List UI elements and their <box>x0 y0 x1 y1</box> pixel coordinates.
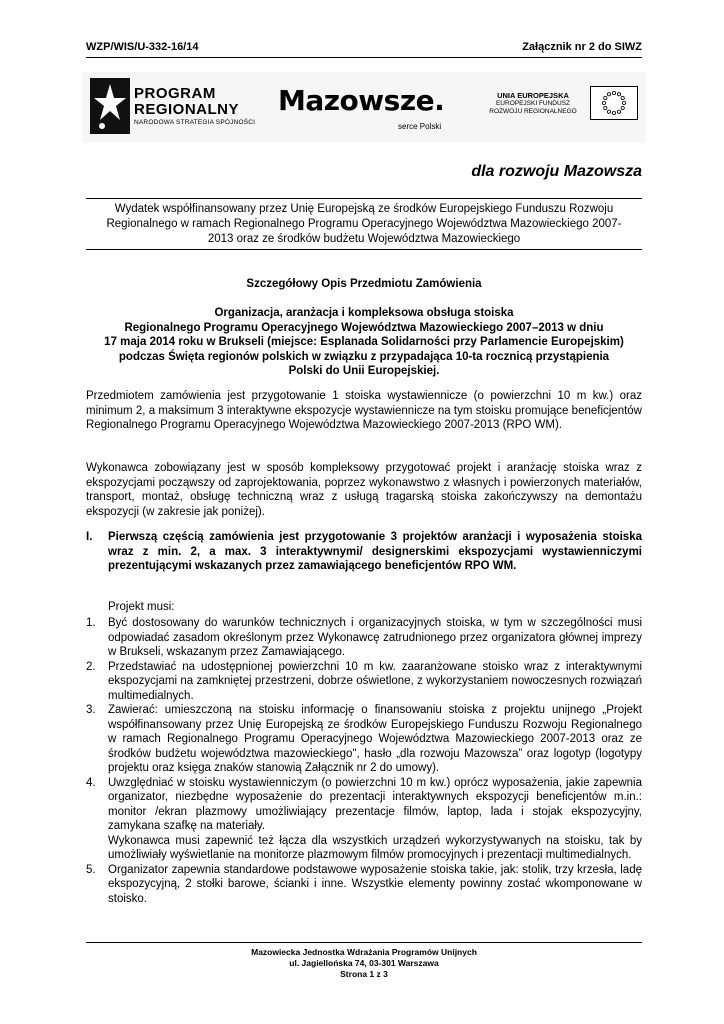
section-text: Pierwszą częścią zamówienia jest przygotowanie 3 projektów aranżacji i wyposażenia stoiska wraz z min. 2, a max. 3 interaktywnymi/ designerskimi ekspozycjami wystawienniczymi prezentującymi wskazanych przez zamawiającego beneficjentów RPO WM. <box>108 531 642 572</box>
item-text: Być dostosowany do warunków technicznych i organizacyjnych stoiska, w tym w szczególności musi odpowiadać zasadom określonym przez Wykonawcę zatrudnionego przez organizatora głównej imprezy w Brukseli, wskazanym przez Zamawiającego. <box>108 617 642 658</box>
subject-line: Polski do Unii Europejskiej. <box>288 365 440 377</box>
list-item <box>86 776 642 863</box>
footer-address: ul. Jagiellońska 74, 03-301 Warszawa <box>289 958 439 968</box>
item-number: 5. <box>86 863 96 876</box>
item-number: 4. <box>86 776 96 789</box>
eu-line3: ROZWOJU REGIONALNEGO <box>489 108 577 115</box>
eu-logo-text <box>482 92 584 116</box>
attachment-label: Załącznik nr 2 do SIWZ <box>522 41 642 53</box>
list-item <box>86 703 642 776</box>
cofinancing-line: Wydatek współfinansowany przez Unię Europejską ze środków Europejskiego Funduszu Rozwoju <box>114 203 614 215</box>
project-must-label: Projekt musi: <box>108 601 175 613</box>
eu-line2: EUROPEJSKI FUNDUSZ <box>495 100 571 107</box>
item-number: 2. <box>86 660 96 673</box>
paragraph-subject: Przedmiotem zamówienia jest przygotowanie 1 stoiska wystawiennicze (o powierzchni 10 m kw.) oraz minimum 2, a maksimum 3 interaktywne ekspozycje wystawiennicze na tym stoisku promujące beneficjentów Regionalnego Programu Operacyjnego Województwa Mazowieckiego 2007-2013 (RPO WM). <box>86 390 642 431</box>
program-regionalny-logo <box>134 86 255 127</box>
logo-bar <box>82 72 646 142</box>
item-number: 3. <box>86 704 96 716</box>
list-item <box>86 863 642 907</box>
item-text: Zawierać: umieszczoną na stoisku informację o finansowaniu stoiska z projektu unijnego „Projekt współfinansowany przez Unię Europejską ze środków Europejskiego Funduszu Rozwoju Regionalnego w ramach Regionalnego Programu Operacyjnego Województwa Mazowieckiego 2007-2013 oraz ze środków budżetu województwa mazowieckiego", hasło „dla rozwoju Mazowsza” oraz logotyp (logotypy projektu oraz księga znaków stanowią Załącznik nr 2 do umowy). <box>108 704 642 774</box>
program-line2: REGIONALNY <box>134 101 240 118</box>
footer-org: Mazowiecka Jednostka Wdrażania Programów Unijnych <box>251 947 477 957</box>
item-text: Przedstawiać na udostępnionej powierzchni 10 m kw. zaaranżowane stoisko wraz z interaktywnymi ekspozycjami na zamkniętej przestrzeni, dobrze oświetlone, z wykorzystaniem nowoczesnych rozwiązań multimedialnych. <box>108 660 642 702</box>
cofinancing-notice <box>86 198 642 250</box>
cofinancing-line: 2013 oraz ze środków budżetu Województwa Mazowieckiego <box>207 233 521 245</box>
section-number: I. <box>86 531 93 543</box>
list-item <box>86 616 642 660</box>
page-header <box>86 41 642 58</box>
requirements-list <box>86 616 642 906</box>
cofinancing-line: Regionalnego w ramach Regionalnego Programu Operacyjnego Województwa Mazowieckiego 2007- <box>106 218 622 230</box>
eu-line1: UNIA EUROPEJSKA <box>497 91 569 100</box>
item-extra-text: Wykonawca musi zapewnić też łącza dla wszystkich urządzeń wykorzystywanych na stoisku, tak by umożliwiały wyświetlanie na monitorze plazmowym filmów promocyjnych i prezentacji multimedialnych. <box>108 834 642 861</box>
item-text: Organizator zapewnia standardowe podstawowe wyposażenie stoiska takie, jak: stolik, trzy krzesła, ladę ekspozycyjną, 2 stołki barowe, ścianki i inne. Wszystkie elementy powinny zostać wkomponowane w stoisko. <box>108 863 642 905</box>
program-subtitle: NARODOWA STRATEGIA SPÓJNOŚCI <box>134 119 256 126</box>
subject-line: Organizacja, aranżacja i kompleksowa obsługa stoiska <box>214 307 514 319</box>
list-item <box>86 660 642 704</box>
eu-flag-icon <box>590 86 638 120</box>
page-number: Strona 1 z 3 <box>340 969 388 979</box>
reference-number: WZP/WIS/U-332-16/14 <box>86 41 199 53</box>
order-subject <box>86 306 642 379</box>
section-one <box>86 530 642 574</box>
motto: dla rozwoju Mazowsza <box>471 163 642 180</box>
document-title: Szczegółowy Opis Przedmiotu Zamówienia <box>246 278 482 290</box>
paragraph-contractor: Wykonawca zobowiązany jest w sposób kompleksowy przygotować projekt i aranżację stoiska wraz z ekspozycjami począwszy od zaprojektowania, poprzez wykonawstwo z własnych i powierzonych materiałów, transport, montaż, obsługę techniczną wraz z usługą tragarską stoiska zakończywszy na demontażu ekspozycji (w zakresie jak poniżej). <box>86 462 642 518</box>
subject-line: 17 maja 2014 roku w Brukseli (miejsce: Esplanada Solidarności przy Parlamencie Europejskim) <box>104 336 624 348</box>
mazowsze-logo: Mazowsze. <box>278 84 445 117</box>
item-number: 1. <box>86 617 96 629</box>
page-footer <box>86 942 642 980</box>
subject-line: Regionalnego Programu Operacyjnego Województwa Mazowieckiego 2007–2013 w dniu <box>124 321 604 334</box>
subject-line: podczas Święta regionów polskich w związku z przypadająca 10-ta rocznicą przystąpienia <box>118 350 610 363</box>
item-text: Uwzględniać w stoisku wystawienniczym (o powierzchni 10 m kw.) oprócz wyposażenia, jakie zapewnia organizator, niezbędne wyposażenie do prezentacji interaktywnych ekspozycji beneficjentów m.in.: monitor /ekran plazmowy umożliwiający prezentacje filmów, laptop, lada i stojak ekspozycyjny, zamykana szafkę na materiały. <box>108 776 642 832</box>
mazowsze-tagline: serce Polski <box>398 122 442 131</box>
program-regionalny-star-icon <box>90 78 130 134</box>
program-line1: PROGRAM <box>134 85 216 102</box>
